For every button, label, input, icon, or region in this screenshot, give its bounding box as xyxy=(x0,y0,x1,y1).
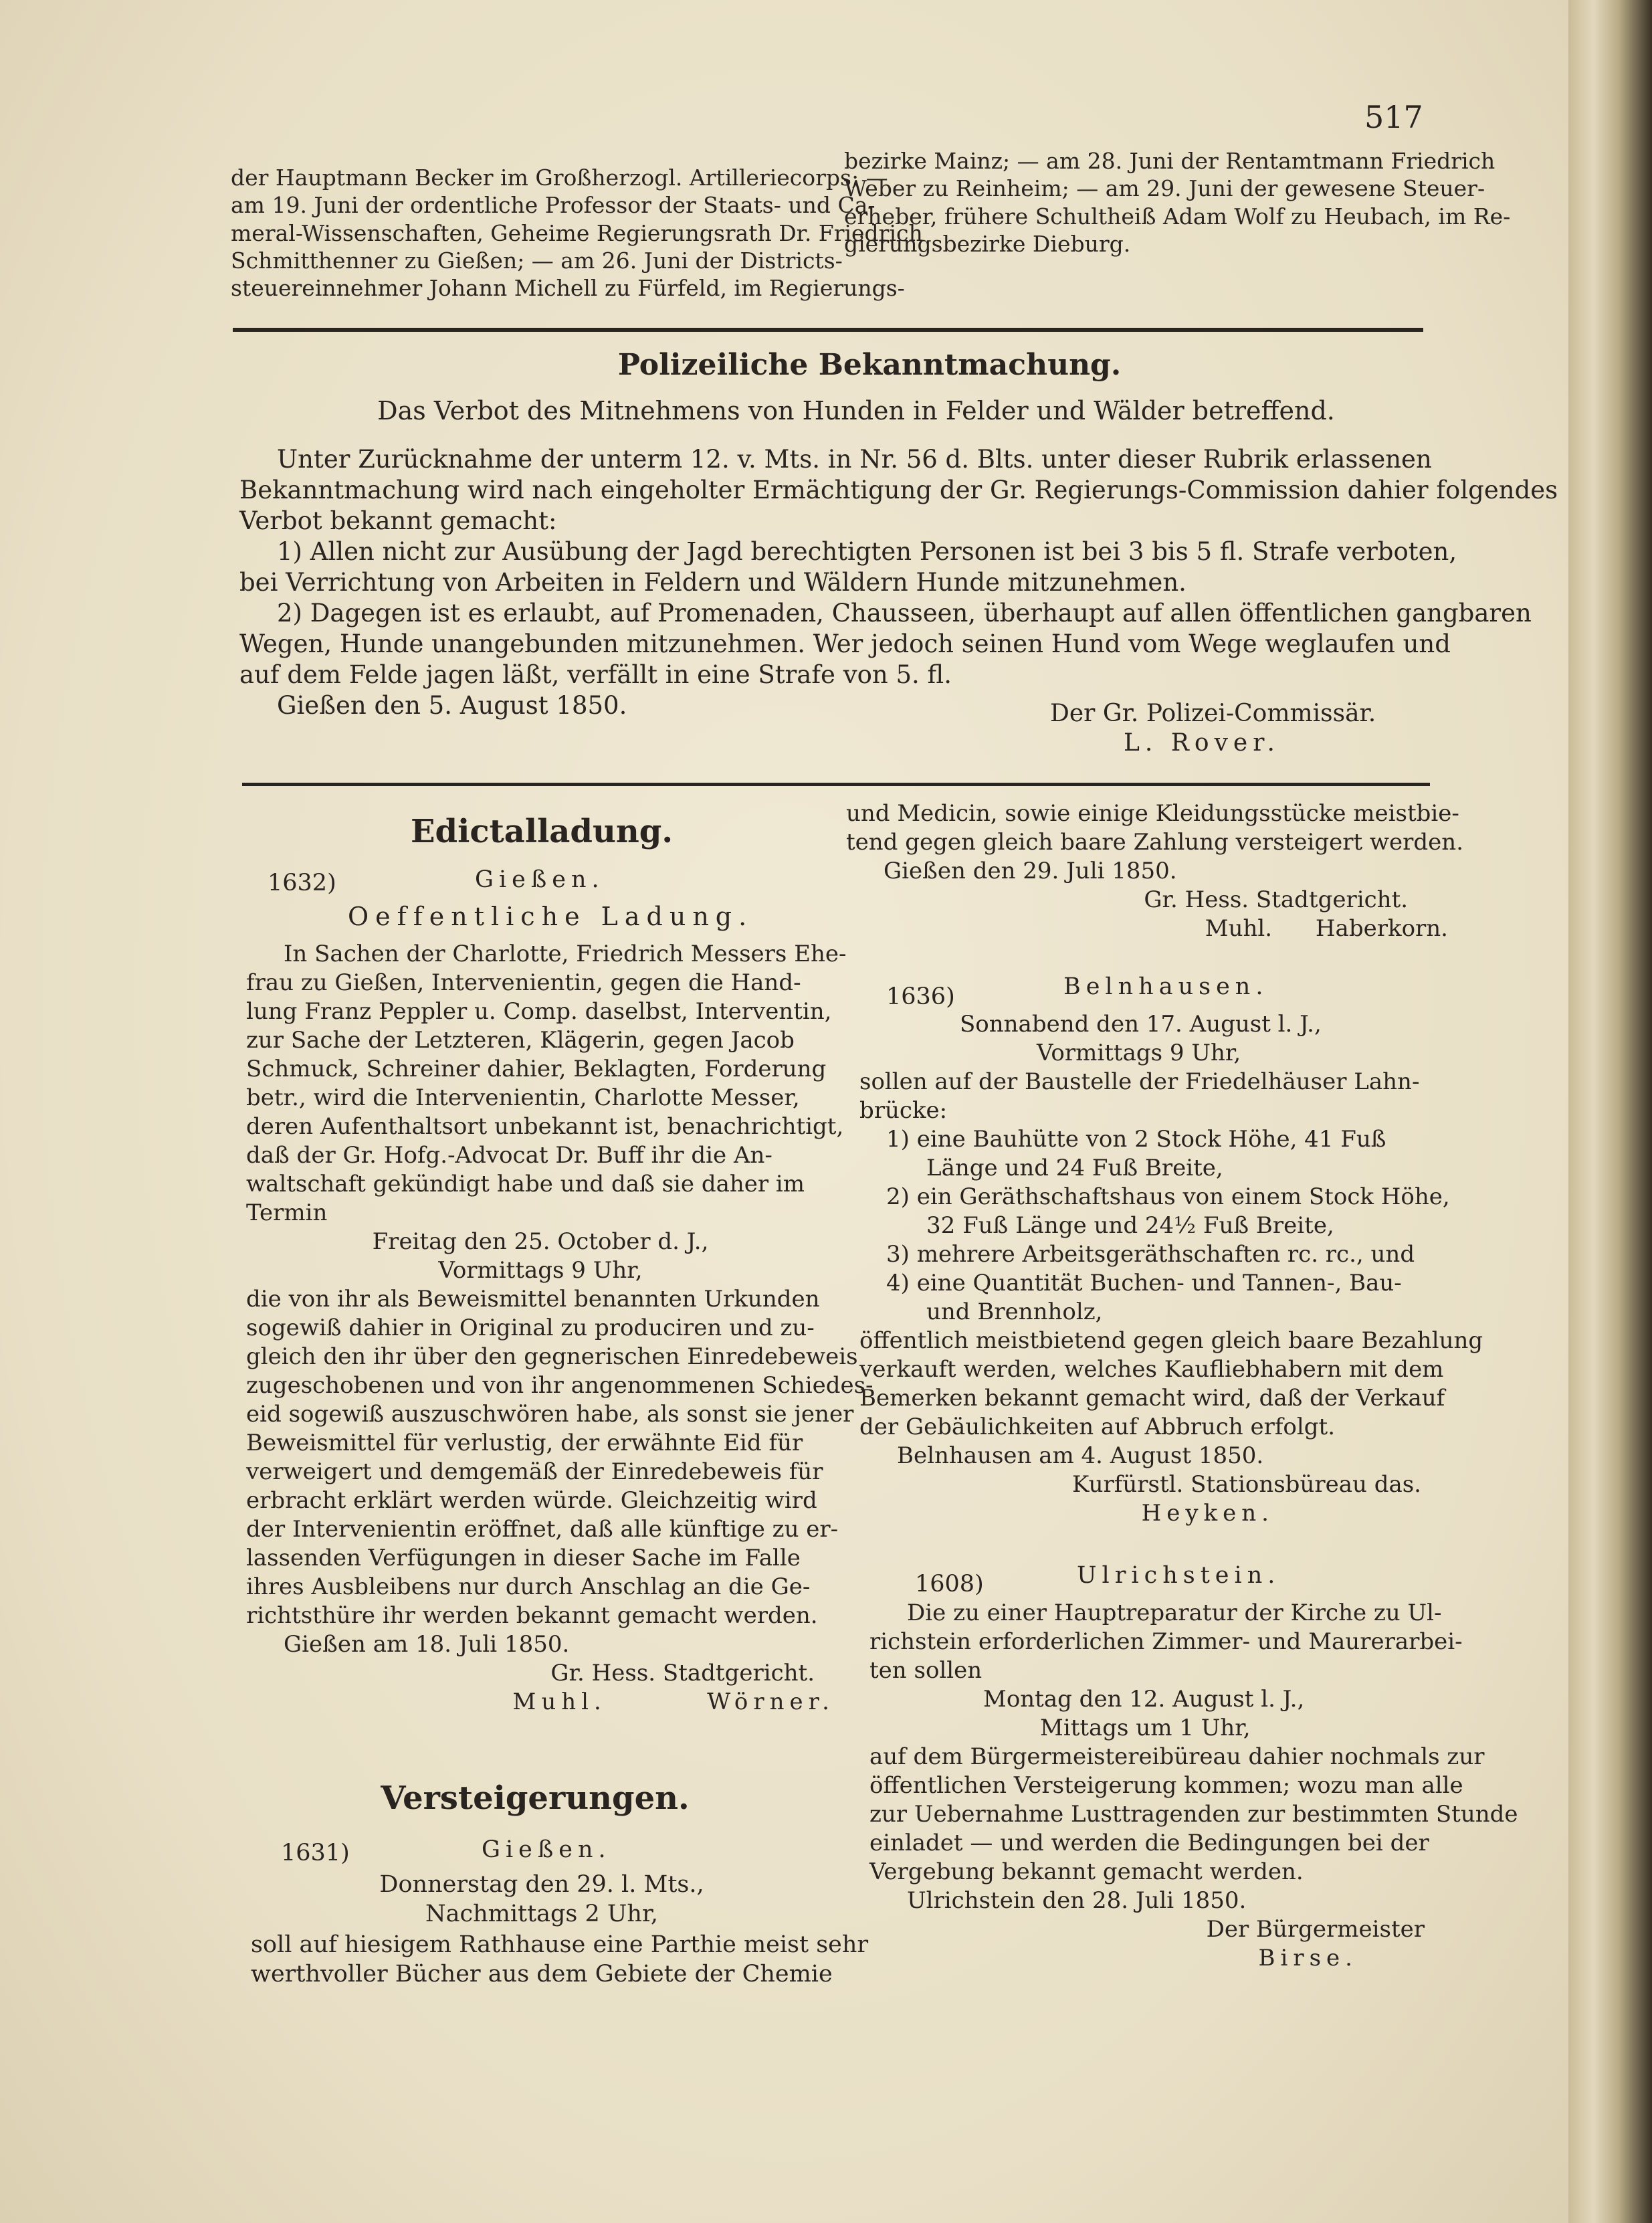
auction-body: soll auf hiesigem Rathhause eine Parthie meist sehr werthvoller Bücher aus dem Gebiete der Chemie xyxy=(251,1931,869,1988)
auction-number: 1631) xyxy=(281,1840,350,1866)
top-right-text: bezirke Mainz; — am 28. Juni der Rentamtmann Friedrich Weber zu Reinheim; — am 29. Juni der gewesene Steuer- erheber, frühere Schultheiß Adam Wolf zu Heubach, im Re- gierungsbezirke Dieburg. xyxy=(844,148,1511,257)
section-rule-2 xyxy=(242,783,1430,786)
edictal-subtitle: Oeffentliche Ladung. xyxy=(348,902,754,931)
edictal-number: 1632) xyxy=(268,870,336,896)
edictal-heading: Edictalladung. xyxy=(410,813,674,850)
auction-dates: Donnerstag den 29. l. Mts., Nachmittags 2 Uhr, xyxy=(379,1871,704,1927)
police-body: Unter Zurücknahme der unterm 12. v. Mts. in Nr. 56 d. Blts. unter dieser Rubrik erlassenen Bekanntmachung wird nach eingeholter Ermächtigung der Gr. Regierungs-Commission dahier folgendes Verbot bekannt gemacht: 1) Allen nicht zur Ausübung der Jagd berechtigten Personen ist bei 3 bis 5 fl. Strafe verboten, bei Verrichtung von Arbeiten in Feldern und Wäldern Hunde mitzunehmen. 2) Dagegen ist es erlaubt, auf Promenaden, Chausseen, überhaupt auf allen öffentlichen gangbaren Wegen, Hunde unangebunden mitzunehmen. Wer jedoch seinen Hund vom Wege weglaufen und auf dem Felde jagen läßt, verfällt in eine Strafe von 5. fl. Gießen den 5. August 1850. xyxy=(239,445,1558,720)
edictal-place: Gießen. xyxy=(475,866,605,893)
auction-place: Gießen. xyxy=(482,1836,611,1863)
police-signature-title: Der Gr. Polizei-Commissär. xyxy=(1050,700,1376,727)
ulrichstein-place: Ulrichstein. xyxy=(1077,1562,1281,1589)
police-subheading: Das Verbot des Mitnehmens von Hunden in Felder und Wälder betreffend. xyxy=(377,396,1335,425)
right-column-continuation: und Medicin, sowie einige Kleidungsstücke meistbie- tend gegen gleich baare Zahlung versteigert werden. Gießen den 29. Juli 1850. Gr. Hess. Stadtgericht. Muhl. Haberkorn. xyxy=(846,800,1463,942)
section-rule xyxy=(233,328,1423,332)
belnhausen-number: 1636) xyxy=(886,983,955,1010)
belnhausen-place: Belnhausen. xyxy=(1063,973,1269,1000)
police-heading: Polizeiliche Bekanntmachung. xyxy=(617,348,1122,382)
auctions-heading: Versteigerungen. xyxy=(381,1779,690,1817)
ulrichstein-body: Die zu einer Hauptreparatur der Kirche zu Ul- richstein erforderlichen Zimmer- und Maurerarbei- ten sollen Montag den 12. August l. J., Mittags um 1 Uhr, auf dem Bürgermeistereibüreau dahier nochmals zur öffentlichen Versteigerung kommen; wozu man alle zur Uebernahme Lusttragenden zur bestimmten Stunde einladet — und werden die Bedingungen bei der Vergebung bekannt gemacht werden. Ulrichstein den 28. Juli 1850. Der Bürgermeister Birse. xyxy=(869,1600,1518,1971)
book-edge xyxy=(1568,0,1652,2223)
page-number: 517 xyxy=(1364,99,1423,135)
ulrichstein-number: 1608) xyxy=(915,1571,984,1598)
belnhausen-body: Sonnabend den 17. August l. J., Vormittags 9 Uhr, sollen auf der Baustelle der Friedelhäuser Lahn- brücke: 1) eine Bauhütte von 2 Stock Höhe, 41 Fuß Länge und 24 Fuß Breite, 2) ein Geräthschaftshaus von einem Stock Höhe, 32 Fuß Länge und 24½ Fuß Breite, 3) mehrere Arbeitsgeräthschaften rc. rc., und 4) eine Quantität Buchen- und Tannen-, Bau- und Brennholz, öffentlich meistbietend gegen gleich baare Bezahlung verkauft werden, welches Kaufliebhabern mit dem Bemerken bekannt gemacht wird, daß der Verkauf der Gebäulichkeiten auf Abbruch erfolgt. Belnhausen am 4. August 1850. Kurfürstl. Stationsbüreau das. Heyken. xyxy=(859,1011,1483,1527)
edictal-body: In Sachen der Charlotte, Friedrich Messers Ehe- frau zu Gießen, Intervenientin, gegen die Hand- lung Franz Peppler u. Comp. daselbst, Interventin, zur Sache der Letzteren, Klägerin, gegen Jacob Schmuck, Schreiner dahier, Beklagten, Forderung betr., wird die Intervenientin, Charlotte Messer, deren Aufenthaltsort unbekannt ist, benachrichtigt, daß der Gr. Hofg.-Advocat Dr. Buff ihr die An- waltschaft gekündigt habe und daß sie daher im Termin Freitag den 25. October d. J., Vormittags 9 Uhr, die von ihr als Beweismittel benannten Urkunden sogewiß dahier in Original zu produciren und zu- gleich den ihr über den gegnerischen Einredebeweis zugeschobenen und von ihr angenommenen Schiedes- eid sogewiß auszuschwören habe, als sonst sie jener Beweismittel für verlustig, der erwähnte Eid für verweigert und demgemäß der Einredebeweis für erbracht erklärt werden würde. Gleichzeitig wird der Intervenientin eröffnet, daß alle künftige zu er- lassenden Verfügungen in dieser Sache im Falle ihres Ausbleibens nur durch Anschlag an die Ge- richtsthüre ihr werden bekannt gemacht werden. Gießen am 18. Juli 1850. Gr. Hess. Stadtgericht. Muhl. Wörner. xyxy=(246,941,873,1715)
police-signature-name: L. Rover. xyxy=(1124,729,1280,757)
top-left-text: der Hauptmann Becker im Großherzogl. Artilleriecorps; — am 19. Juni der ordentliche Professor der Staats- und Ca- meral-Wissenschaften, Geheime Regierungsrath Dr. Friedrich Schmitthenner zu Gießen; — am 26. Juni der Districts- steuereinnehmer Johann Michell zu Fürfeld, im Regierungs- xyxy=(231,165,923,301)
